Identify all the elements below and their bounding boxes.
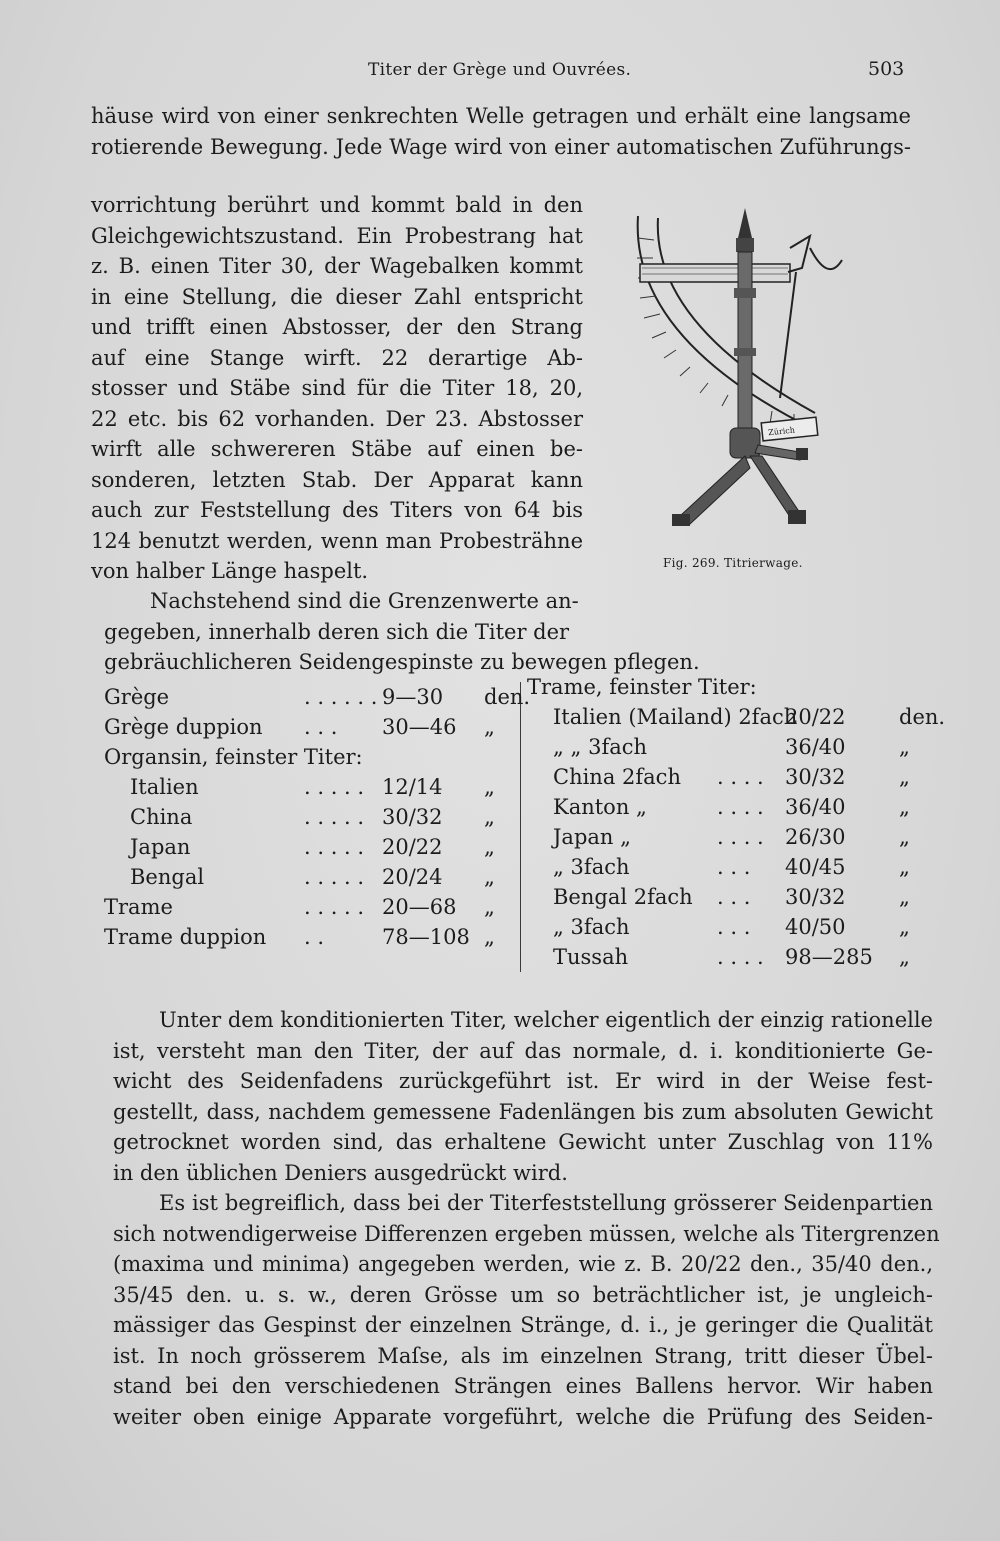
table-row [104, 892, 514, 922]
titer-value: 20/22 [785, 705, 846, 729]
table-row [104, 772, 514, 802]
lead-in-paragraph [104, 586, 700, 678]
titer-unit: „ [484, 865, 495, 889]
row-label: Bengal [130, 865, 205, 889]
text-line: (maxima und minima) angegeben werden, wie z. B. 20/22 den., 35/40 den., [113, 1252, 933, 1276]
titer-unit: „ [899, 945, 910, 969]
titer-table-left [104, 682, 531, 952]
titer-value: 20/24 [382, 865, 443, 889]
table-row [104, 682, 531, 712]
figure-titrierwage [610, 198, 850, 548]
titer-value: 26/30 [785, 825, 846, 849]
text-line: gestellt, dass, nachdem gemessene Fadenlängen bis zum absoluten Gewicht [113, 1099, 933, 1124]
titer-value: 30/32 [785, 885, 846, 909]
text-line: stosser und Stäbe sind für die Titer 18, 20, [91, 376, 583, 400]
titer-unit: „ [484, 805, 495, 829]
leader-dots: . . . [717, 885, 751, 909]
body-paragraphs [113, 1005, 940, 1432]
titer-unit: „ [484, 925, 495, 949]
text-line: von halber Länge haspelt. [91, 559, 369, 583]
titer-unit: „ [899, 855, 910, 879]
titer-value: 36/40 [785, 735, 846, 759]
text-line: Unter dem konditionierten Titer, welcher eigentlich der einzig rationelle [159, 1008, 933, 1032]
text-line: sonderen, letzten Stab. Der Apparat kann [91, 467, 583, 492]
table-row [104, 922, 514, 952]
titer-unit: „ [899, 825, 910, 849]
row-label: Japan [130, 835, 191, 859]
row-label: Trame, feinster Titer: [527, 675, 757, 699]
titer-value: 36/40 [785, 795, 846, 819]
table-row [527, 702, 946, 732]
titer-value: 30/32 [785, 765, 846, 789]
leader-dots: . . [304, 925, 325, 949]
titer-value: 12/14 [382, 775, 443, 799]
table-row [527, 822, 927, 852]
text-line: sich notwendigerweise Differenzen ergeben müssen, welche als Titergrenzen [113, 1221, 940, 1246]
row-label: „ 3fach [553, 915, 630, 939]
titer-value: 78—108 [382, 925, 470, 949]
leader-dots: . . . . [717, 765, 764, 789]
titer-value: 30—46 [382, 715, 457, 739]
titer-unit: „ [484, 835, 495, 859]
titer-value: 20/22 [382, 835, 443, 859]
text-line: weiter oben einige Apparate vorgeführt, welche die Prüfung des Seiden- [113, 1404, 933, 1429]
table-row [527, 732, 927, 762]
titer-unit: „ [899, 765, 910, 789]
titrierwage-illustration [610, 198, 850, 548]
row-label: Organsin, feinster Titer: [104, 745, 363, 769]
text-line: stand bei den verschiedenen Strängen eines Ballens hervor. Wir haben [113, 1374, 933, 1398]
leader-dots: . . . [304, 715, 338, 739]
titer-unit: den. [484, 685, 531, 709]
row-label: Bengal 2fach [553, 885, 693, 909]
titer-unit: „ [899, 735, 910, 759]
text-line: ist. In noch grösserem Maſse, als im einzelnen Strang, tritt dieser Übel- [113, 1343, 933, 1368]
table-row [104, 712, 514, 742]
text-line: ist, versteht man den Titer, der auf das normale, d. i. konditionierte Ge- [113, 1038, 933, 1063]
wrapped-paragraph [91, 190, 583, 587]
text-line: z. B. einen Titer 30, der Wagebalken kommt [91, 254, 583, 278]
table-row [104, 862, 514, 892]
titer-value: 30/32 [382, 805, 443, 829]
titer-unit: „ [899, 885, 910, 909]
table-row [527, 942, 927, 972]
leader-dots: . . . [717, 855, 751, 879]
titer-value: 20—68 [382, 895, 457, 919]
text-line: rotierende Bewegung. Jede Wage wird von einer automatischen Zuführungs- [91, 134, 911, 159]
running-header [0, 58, 1000, 88]
text-line: getrocknet worden sind, das erhaltene Gewicht unter Zuschlag von 11% [113, 1130, 933, 1154]
table-divider [520, 682, 521, 972]
text-line: 124 benutzt werden, wenn man Probesträhne [91, 528, 583, 553]
row-label: China [130, 805, 193, 829]
leader-dots: . . . . [717, 945, 764, 969]
text-line: 35/45 den. u. s. w., deren Grösse um so beträchtlicher ist, je ungleich- [113, 1282, 933, 1307]
text-line: wicht des Seidenfadens zurückgeführt ist. Er wird in der Weise fest- [113, 1069, 933, 1093]
leader-dots: . . . . . [304, 835, 365, 859]
row-label: China 2fach [553, 765, 681, 789]
row-label: Italien (Mailand) 2fach [553, 705, 798, 729]
text-line: 22 etc. bis 62 vorhanden. Der 23. Abstosser [91, 406, 583, 431]
row-label: Grège [104, 685, 170, 709]
titer-value: 98—285 [785, 945, 873, 969]
running-title: Titer der Grège und Ouvrées. [368, 60, 632, 80]
table-row [527, 672, 927, 702]
titer-table-right [527, 672, 946, 972]
leader-dots: . . . . . [304, 775, 365, 799]
text-line: auch zur Feststellung des Titers von 64 bis [91, 498, 583, 522]
text-line: Es ist begreiflich, dass bei der Titerfeststellung grösserer Seidenpartien [159, 1191, 933, 1215]
row-label: „ „ 3fach [553, 735, 648, 759]
row-label: „ 3fach [553, 855, 630, 879]
table-row [104, 742, 514, 772]
leader-dots: . . . . [717, 795, 764, 819]
text-line: häuse wird von einer senkrechten Welle getragen und erhält eine langsame [91, 104, 911, 128]
intro-paragraph [91, 101, 911, 162]
table-row [104, 802, 514, 832]
row-label: Italien [130, 775, 199, 799]
leader-dots: . . . . . . [304, 685, 378, 709]
leader-dots: . . . . . [304, 865, 365, 889]
leader-dots: . . . . . [304, 895, 365, 919]
row-label: Trame [104, 895, 173, 919]
text-line: gebräuchlicheren Seidengespinste zu bewegen pflegen. [104, 650, 700, 674]
leader-dots: . . . [717, 915, 751, 939]
text-line: mässiger das Gespinst der einzelnen Stränge, d. i., je geringer die Qualität [113, 1313, 933, 1337]
leader-dots: . . . . [717, 825, 764, 849]
table-row [104, 832, 514, 862]
text-line: in eine Stellung, die dieser Zahl entspricht [91, 284, 583, 309]
text-line: vorrichtung berührt und kommt bald in den [91, 193, 583, 217]
titer-value: 40/45 [785, 855, 846, 879]
leader-dots: . . . . . [304, 805, 365, 829]
table-row [527, 852, 927, 882]
row-label: Kanton „ [553, 795, 647, 819]
titer-unit: „ [484, 775, 495, 799]
row-label: Trame duppion [104, 925, 267, 949]
row-label: Japan „ [553, 825, 631, 849]
text-line: und trifft einen Abstosser, der den Strang [91, 315, 583, 339]
text-line: wirft alle schwereren Stäbe auf einen be- [91, 437, 583, 461]
text-line: gegeben, innerhalb deren sich die Titer der [104, 619, 570, 644]
titer-unit: den. [899, 705, 946, 729]
titer-unit: „ [899, 795, 910, 819]
table-row [527, 882, 927, 912]
row-label: Tussah [553, 945, 629, 969]
text-line: Nachstehend sind die Grenzenwerte an- [150, 589, 579, 613]
text-line: Gleichgewichtszustand. Ein Probestrang hat [91, 223, 583, 248]
figure-caption: Fig. 269. Titrierwage. [663, 556, 803, 570]
titer-unit: „ [484, 895, 495, 919]
titer-value: 40/50 [785, 915, 846, 939]
page-number: 503 [868, 58, 905, 80]
titer-value: 9—30 [382, 685, 444, 709]
stamp-text: Zürich [767, 425, 796, 438]
text-line: in den üblichen Deniers ausgedrückt wird. [113, 1160, 568, 1185]
text-line: auf eine Stange wirft. 22 derartige Ab- [91, 345, 583, 370]
titer-unit: „ [899, 915, 910, 939]
table-row [527, 762, 927, 792]
table-row [527, 912, 927, 942]
row-label: Grège duppion [104, 715, 263, 739]
table-row [527, 792, 927, 822]
titer-unit: „ [484, 715, 495, 739]
